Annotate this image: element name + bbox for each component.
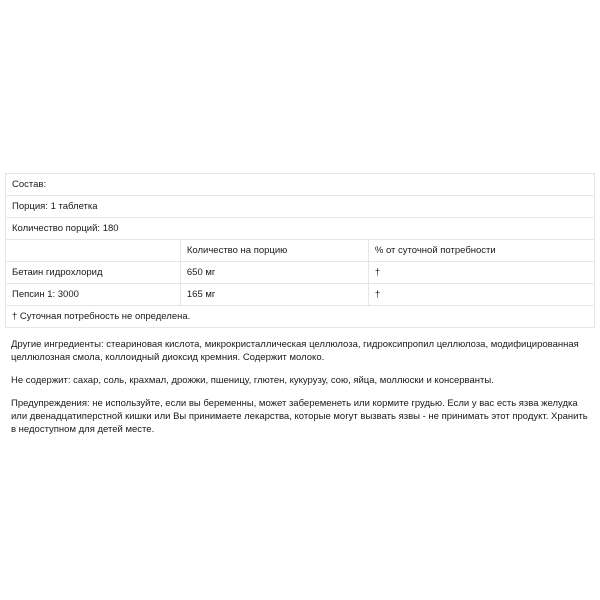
serving-row (6, 196, 595, 218)
serving-size-label: Порция: 1 таблетка (6, 196, 595, 218)
other-ingredients-text: Другие ингредиенты: стеариновая кислота, микрокристаллическая целлюлоза, гидроксипропил целлюлоза, модифицированная целлюлозная смола, коллоидный диоксид кремния. Содержит молоко. (11, 339, 579, 363)
servings-count-row (6, 218, 595, 240)
table-row (6, 284, 595, 306)
composition-label: Состав: (6, 174, 595, 196)
header-name-cell (6, 240, 181, 262)
ingredient-amount: 650 мг (180, 262, 368, 284)
ingredient-name: Пепсин 1: 3000 (6, 284, 181, 306)
ingredient-name: Бетаин гидрохлорид (6, 262, 181, 284)
table-header-row (6, 240, 595, 262)
ingredient-dv: † (368, 284, 594, 306)
footnote: † Суточная потребность не определена. (6, 306, 595, 328)
ingredient-dv: † (368, 262, 594, 284)
header-dv-cell: % от суточной потребности (368, 240, 594, 262)
supplement-facts-table (5, 173, 595, 328)
warnings-text: Предупреждения: не используйте, если вы беременны, может забеременеть или кормите грудью. Если у вас есть язва желудка или двенадцатиперстной кишки или Вы принимаете лекарства, которые могут вызвать язвы - не принимать этот продукт. Хранить в недоступном для детей месте. (11, 398, 588, 435)
table-row (6, 262, 595, 284)
composition-row (6, 174, 595, 196)
supplement-facts-panel (5, 173, 595, 436)
servings-count-label: Количество порций: 180 (6, 218, 595, 240)
footnote-row (6, 306, 595, 328)
ingredient-amount: 165 мг (180, 284, 368, 306)
header-amount-cell: Количество на порцию (180, 240, 368, 262)
does-not-contain-text: Не содержит: сахар, соль, крахмал, дрожжи, пшеницу, глютен, кукурузу, сою, яйца, моллюски и консерванты. (11, 375, 494, 386)
